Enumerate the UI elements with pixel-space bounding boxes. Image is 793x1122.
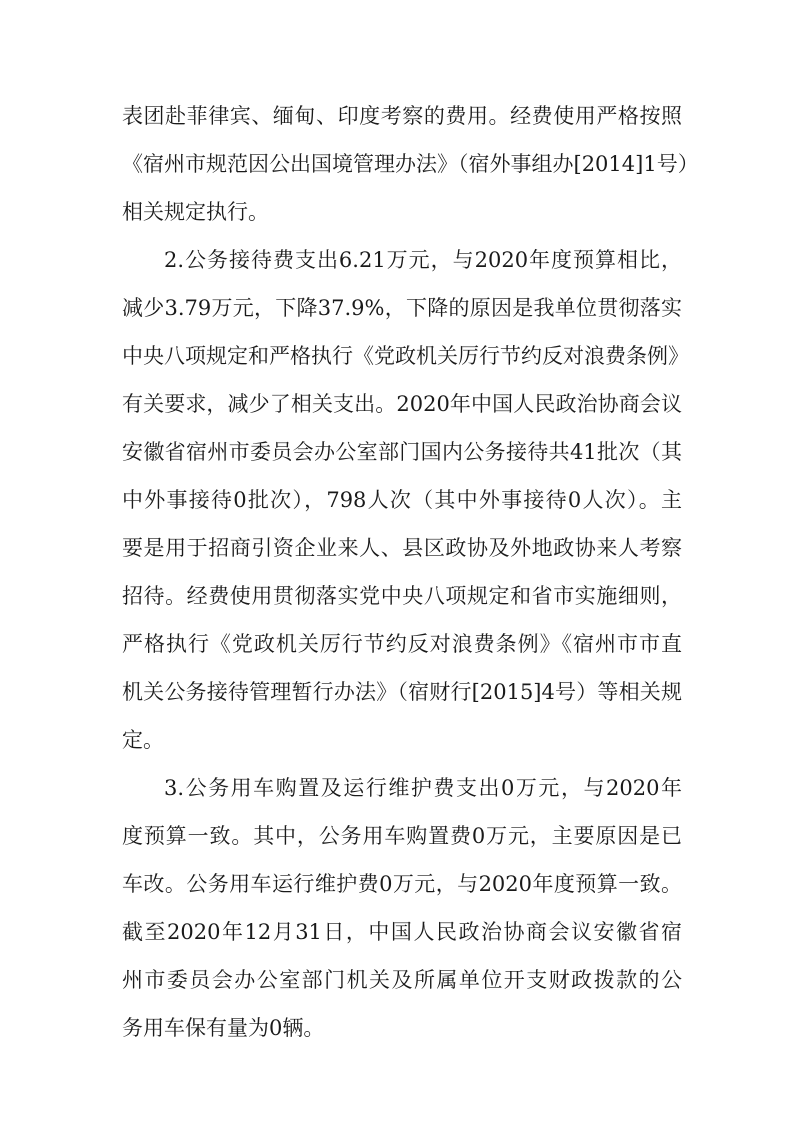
text-line: 截至2020年12月31日，中国人民政治协商会议安徽省宿: [122, 920, 682, 944]
paragraph-2-first-line: 2.公务接待费支出6.21万元，与2020年度预算相比，: [164, 248, 682, 272]
text-line: 表团赴菲律宾、缅甸、印度考察的费用。经费使用严格按照: [122, 104, 682, 128]
text-line: 严格执行《党政机关厉行节约反对浪费条例》《宿州市市直: [122, 632, 682, 656]
text-line: 《宿州市规范因公出国境管理办法》（宿外事组办[2014]1号）: [122, 152, 699, 176]
text-line: 中央八项规定和严格执行《党政机关厉行节约反对浪费条例》: [122, 344, 689, 368]
paragraph-3-first-line: 3.公务用车购置及运行维护费支出0万元，与2020年: [164, 776, 682, 800]
text-line: 州市委员会办公室部门机关及所属单位开支财政拨款的公: [122, 968, 682, 992]
text-line: 相关规定执行。: [122, 200, 269, 224]
text-line: 度预算一致。其中，公务用车购置费0万元，主要原因是已: [122, 824, 682, 848]
text-line: 招待。经费使用贯彻落实党中央八项规定和省市实施细则，: [122, 584, 682, 608]
text-line: 要是用于招商引资企业来人、县区政协及外地政协来人考察: [122, 536, 682, 560]
text-line: 务用车保有量为0辆。: [122, 1016, 325, 1040]
text-line: 减少3.79万元，下降37.9%，下降的原因是我单位贯彻落实: [122, 296, 682, 320]
text-line: 中外事接待0批次），798人次（其中外事接待0人次）。主: [122, 488, 682, 512]
text-line: 车改。公务用车运行维护费0万元，与2020年度预算一致。: [122, 872, 682, 896]
text-line: 定。: [122, 728, 164, 752]
text-line: 安徽省宿州市委员会办公室部门国内公务接待共41批次（其: [122, 440, 682, 464]
text-line: 机关公务接待管理暂行办法》（宿财行[2015]4号）等相关规: [122, 680, 682, 704]
text-line: 有关要求，减少了相关支出。2020年中国人民政治协商会议: [122, 392, 682, 416]
